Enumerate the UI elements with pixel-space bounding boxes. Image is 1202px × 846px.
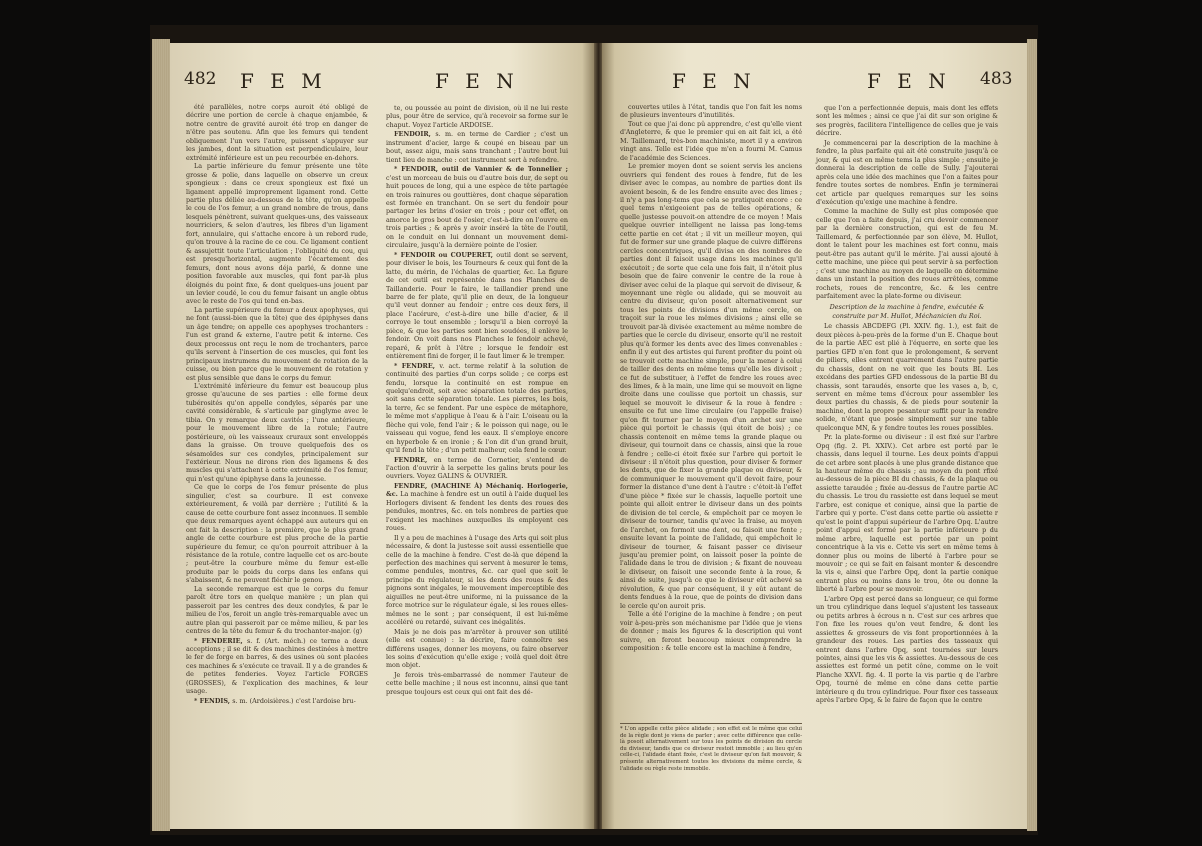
entry-text: Le chassis ABCDEFG (Pl. XXIV. fig. 1.), est fait de deux pièces à-peu-près de la forme d'un E. Chaque bout de la partie AEC est plié à l'équerre, en sorte que les parties GFD n'en font que le prolongement, & servent de piliers, elles entrent quarrément dans l'autre partie du chassis, dont on ne voit que les bouts BI. Les excédans des parties GFD endessous de la partie BI du chassis, sont taraudés, ensorte que les vases a, b, c, servent en même tems d'écroux pour assembler les deux parties du chassis, & de pieds pour soutenir la machine, dont la propre pesanteur suffit pour la rendre solide, n'étant que posée simplement sur une table quelconque MN, & y fendre toutes les roues possibles. xyxy=(816,322,998,432)
paragraph: L'extrémité inférieure du femur est beaucoup plus grosse qu'aucune de ses parties : elle forme deux tubérosités qu'on appelle condyles, séparés par une cavité considérable, & s'articule par ginglyme avec le tibia. On y remarque deux cavités ; l'une antérieure, pour le mouvement libre de la rotule; l'autre postérieure, où les vaisseaux cruraux sont enveloppés dans la graisse. On trouve quelquefois des os sésamoïdes sur ces condyles, principalement sur l'extérieur. Nous ne dirons rien des ligamens & des muscles qui s'attachent à cette extrémité de l'os femur, qui n'est qu'une épiphyse dans la jeunesse. xyxy=(186,381,368,483)
entry-text: que l'on a perfectionnée depuis, mais dont les effets sont les mêmes ; ainsi ce que j'ai dit sur son origine & ses progrès, facilitera l'intelligence de celles que je vais décrire. xyxy=(816,104,998,138)
dictionary-entry xyxy=(386,165,568,250)
running-head-left-2: F E N xyxy=(435,69,519,93)
dictionary-entry xyxy=(386,130,568,164)
right-page xyxy=(602,43,1027,829)
entry-headword: FENDOIR, xyxy=(394,130,436,139)
page-edges-left xyxy=(152,39,170,831)
dictionary-entry xyxy=(386,104,568,129)
page-number-left: 482 xyxy=(184,69,217,89)
paragraph: couvertes utiles à l'état, tandis que l'on fait les noms de plusieurs inventeurs d'inutilités. xyxy=(620,103,802,120)
entry-text: outil dont se servent, pour diviser le bois, les Tourneurs & ceux qui font de la latte, du mérin, de l'échalas de quartier, &c. La figure de cet outil est représentée dans nos Planches de Taillanderie. Pour le faire, le taillandier prend une barre de fer plate, qu'il plie en deux, de la longueur qu'il veut donner au fendoir ; entre ces deux fers, il place l'acérure, c'est-à-dire une bille d'acier, & il corroye le tout ensemble ; lorsqu'il a bien corroyé la pièce, & que les parties sont bien soudées, il enlève le fendoir. On voit dans nos Planches le fendoir achevé, reparé, & prêt à l'être ; lorsque le fendoir est entièrement fini de forger, il le faut limer & le tremper. xyxy=(386,250,569,361)
paragraph xyxy=(816,139,998,207)
entry-text: te, ou poussée au point de division, où il ne lui reste plus, pour être de service, qu'à recevoir sa forme sur le chaput. Voyez l'article ARDOISE. xyxy=(386,104,568,129)
dictionary-entry xyxy=(386,671,568,696)
page-number-right: 483 xyxy=(980,69,1013,89)
running-head-right-1: F E N xyxy=(672,69,756,93)
dictionary-entry xyxy=(386,251,568,361)
entry-headword: * FENDOIR, outil de Vannier & de Tonnelier ; xyxy=(394,165,568,174)
entry-headword: FENDRE, (MACHINE À) Méchaniq. Horlogerie, &c. xyxy=(386,481,568,499)
entry-text: s. m. en terme de Cardier ; c'est un instrument d'acier, large & coupé en biseau par un bout, assez aigu, mais sans tranchant ; l'autre bout lui tient lieu de manche : cet instrument sert à refendre. xyxy=(386,130,569,164)
paragraph: La partie inférieure du femur présente une tête grosse & polie, dans laquelle on observe un creux spongieux : dans ce creux spongieux est fixé un ligament appellé improprement ligament rond. Cette partie plus déliée au-dessous de la tête, qu'on appelle le cou de l'os femur, a un grand nombre de trous, dans lesquels pénètrent, suivant quelques-uns, des vaisseaux nourriciers, & selon d'autres, les fibres d'un ligament fort, annulaire, qui s'attache encore à un rebord rude, qu'on trouve à la racine de ce cou. Ce ligament contient & assujettit toute l'articulation ; l'obliquité du cou, qui est presqu'horizontal, augmente l'écartement des femurs, dont nous avons déja parlé, & donne une position favorable aux muscles, qui font par-là plus éloignés du point fixe, & dont quelques-uns jouent par un levier coudé, le cou du femur faisant un angle obtus avec le reste de l'os qui tend en-bas. xyxy=(186,162,368,306)
dictionary-entry xyxy=(186,637,368,696)
entry-text: c'est un morceau de buis ou d'autre bois dur, de sept ou huit pouces de long, qui a une espèce de tête partagée en trois rainures ou gouttières, dont chaque séparation est formée en tranchant. On se sert du fendoir pour partager les brins d'osier en trois ; pour cet effet, on amorce le gros bout de l'osier, c'est-à-dire on l'ouvre en trois parties ; & après y avoir inséré la tête de l'outil, on le conduit en lui donnant un mouvement demi-circulaire, jusqu'à la dernière pointe de l'osier. xyxy=(386,173,568,250)
dictionary-entry xyxy=(386,456,568,481)
paragraph xyxy=(816,104,998,138)
entry-text: Pr. la plate-forme ou diviseur : il est fixé sur l'arbre Opq (fig. 2. Pl. XXIV.). Cet arbre est porté par le chassis, dans lequel il tourne. Les deux points d'appui de cet arbre sont placés à une plus grande distance que la hauteur même du chassis ; au moyen du pont rfixé au-dessous de la pièce BI du chassis, & de la plaque ou assiette taraudée ; fixée au-dessus de l'autre partie AC du chassis. Le trou du rassiette est dans lequel se meut l'arbre, est conique et conique, ainsi que la partie de l'arbre qui y porte. C'est dans cette partie où assiette r qu'est le point d'appui supérieur de l'arbre Opq. L'autre point d'appui est formé par la partie inférieure p du même arbre, laquelle est portée par un point concentrique à la vis e. Cette vis sert en même tems à donner plus ou moins de liberté à l'arbre pour se mouvoir ; ce qui se fait en faisant monter & descendre la vis e, ainsi que l'arbre Opq, dont la partie conique entrant plus ou moins dans le trou, ôte ou donne la liberté à l'arbre pour se mouvoir. xyxy=(816,433,998,594)
paragraph: La seconde remarque est que le corps du femur paroît être tors en quelque manière ; un plan qui passeroit par les centres des deux condyles, & par le milieu de l'os, feroit un angle très-remarquable avec un autre plan qui passeroit par ce même milieu, & par les centres de la tête du femur & du trochanter-major. (g) xyxy=(186,584,368,636)
entry-headword: * FENDIS, xyxy=(194,696,233,705)
entry-headword: * FENDOIR ou COUPERET, xyxy=(394,250,497,259)
paragraph xyxy=(816,595,998,705)
paragraph xyxy=(816,207,998,300)
paragraph: Telle a été l'origine de la machine à fendre ; on peut voir à-peu-près son méchanisme par l'idée que je viens de donner ; mais les figures & la description qui vont suivre, en feront beaucoup mieux comprendre la composition : & telle encore est la machine à fendre, xyxy=(620,610,802,652)
paragraph: Ce que le corps de l'os femur présente de plus singulier, c'est sa courbure. Il est convexe extérieurement, & voilà par derrière ; l'utilité & la cause de cette courbure font assez inconnues. Il semble que deux remarques ayent échappé aux auteurs qui en ont fait la description : la première, que le plus grand angle de cette courbure est plus proche de la partie supérieure du femur, ce qu'on pourroit attribuer à la résistance de la rotule, contre laquelle cet os arc-boute ; peut-être la courbure même du femur est-elle produite par le poids du corps dans les enfans qui s'abaissent, & ne peuvent fléchir le genou. xyxy=(186,483,368,585)
paragraph: La partie supérieure du femur a deux apophyses, qui ne font (aussi-bien que la tête) que des épiphyses dans un âge tendre; on appelle ces apophyses trochanters : l'un est grand & externe, l'autre petit & interne. Ces deux processus ont reçu le nom de trochanters, parce qu'ils servent à l'insertion de ces muscles, qui font les principaux instrumens du mouvement de rotation de la cuisse, ou bien parce que le mouvement de rotation y est plus sensible que dans le corps du femur. xyxy=(186,305,368,382)
page-edges-right xyxy=(1027,39,1037,831)
paragraph: Le premier moyen dont se soient servis les anciens ouvriers qui fendent des roues à fendre, fut de les diviser avec le compas, au nombre de parties dont ils avoient besoin, & de les fendre ensuite avec des limes ; il n'y a pas long-tems que cela se pratiquoit encore : ce quel tems n'exigeoient pas de telles opérations, & quelle justesse pouvoit-on attendre de ce moyen ! Mais quelque ouvrier intelligent ne laissa pas long-tems cette partie en cet état ; il vit un meilleur moyen, qui fut de former sur une grande plaque de cuivre différens cercles concentriques, qu'il divisa en des nombres de parties dont il faisoit usage dans les machines qu'il exécutoit ; de sorte que cela une fois fait, il n'étoit plus besoin que de faire convenir le centre de la roue à diviser avec celui de la plaque qui servoit de diviseur, & moyennant une règle ou alidade, qui se mouvoit au centre du diviseur, qu'on posoit alternativement sur tous les points de divisions d'un même cercle, on traçoit sur la roue les mêmes divisions ; ainsi elle se trouvoit par-là divisée exactement au même nombre de parties que le cercle du diviseur, ensorte qu'il ne restoit plus qu'à former les dents avec des limes convenables : enfin il y eut des artistes qui furent profiter du point où se trouvoit cette machine simple, pour la mener à celui de tailler des dents en même tems qu'elle les divisoit ; ce fut de substituer, à l'effet de fendre les roues avec des limes, & à la main, une lime qui se mouvoit en ligne droite dans une coulisse que portoit un chassis, sur lequel se mouvoit le diviseur & la roue à fendre : ensuite ce fut une lime circulaire (ou l'appelle fraise) qu'on fit tourner par le moyen d'un archet sur une pièce qui portoit le chassis (qui étoit de bois) ; ce chassis contenoit en même tems la grande plaque ou diviseur, qui tournoit dans ce chassis, ainsi que la roue à fendre ; celle-ci étoit fixée sur l'arbre qui portoit le diviseur : il n'étoit plus question, pour diviser & former les dents, que de fixer la grande plaque ou diviseur, & de communiquer le mouvement qu'il devoit faire, pour former la distance d'une dent à l'autre : c'étoit-là l'effet d'une pièce * fixée sur le chassis, laquelle portoit une pointe qui alloit entrer le diviseur dans un des points de division de tel cercle, & empêchoit par ce moyen le diviseur de tourner, tandis qu'avec la fraise, au moyen de l'archet, on formoit une dent, ou faisoit une fente ; ensuite levant la pointe de l'alidade, qui empêchoit le diviseur de tourner, & faisant passer ce diviseur jusqu'au premier point, on laissoit poser la pointe de l'alidade dans le trou de division ; & fixant de nouveau le diviseur, on faisoit une seconde fente à la roue, & ainsi de suite, jusqu'à ce que le diviseur eût achevé sa révolution, & que par conséquent, il y eût autant de dents fendues à la roue, que de points de division dans le cercle qu'on auroit pris. xyxy=(620,162,802,610)
entry-text: Description de la machine à fendre, exécutée & construite par M. Hullot, Méchanicien du Roi. xyxy=(829,303,985,320)
dictionary-entry xyxy=(386,534,568,627)
running-head-left-1: F E M xyxy=(240,69,327,93)
entry-text: v. act. terme relatif à la solution de continuité des parties d'un corps solide ; ce corps est fendu, lorsque la continuité en est rompue en quelqu'endroit, soit avec séparation totale des parties, soit sans cette séparation totale. Les pierres, les bois, la terre, &c se fendent. Par une espèce de métaphore, le même mot s'applique à l'eau & à l'air. L'oiseau ou la flèche qui vole, fend l'air ; & le poisson qui nage, ou le vaisseau qui vogue, fend les eaux. Il s'employe encore en hyperbole & en ironie ; & l'on dit d'un grand bruit, qu'il fend la tête ; d'un petit malheur, cela fend le cœur. xyxy=(386,361,569,455)
dictionary-entry xyxy=(386,482,568,533)
dictionary-entry xyxy=(386,362,568,455)
entry-text: La machine à fendre est un outil à l'aide duquel les Horlogers divisent & fendent les dents des roues des pendules, montres, &c. en tels nombres de parties que l'exigent les machines auxquelles ils employent ces roues. xyxy=(386,490,568,533)
paragraph: Tout ce que j'ai donc pû apprendre, c'est qu'elle vient d'Angleterre, & que le premier qui en ait fait ici, a été M. Taillemard, très-bon machiniste, mort il y a environ vingt ans. Telle est l'idée que m'en a fourni M. Camus de l'académie des Sciences. xyxy=(620,119,802,162)
open-book xyxy=(150,25,1038,835)
entry-text: Il y a peu de machines à l'usage des Arts qui soit plus nécessaire, & dont la justesse soit aussi essentielle que celle de la machine à fendre. C'est de-là que dépend la perfection des machines qui servent à mesurer le tems, comme pendules, montres, &c. car quel que soit le principe du régulateur, si les dents des roues & des pignons sont inégales, le mouvement imperceptible des aiguilles ne peut-être uniforme, ni la puissance de la force motrice sur le régulateur égale, si les roues elles-mêmes ne le sont ; par conséquent, il est lui-même accéléré ou retardé, suivant ces inégalités. xyxy=(386,533,568,627)
entry-headword: FENDRE, xyxy=(394,455,434,464)
paragraph: été parallèles, notre corps auroit été obligé de décrire une portion de cercle à chaque enjambée, & notre centre de gravité auroit été trop en danger de n'être pas soutenu. Afin que les femurs qui tendent obliquement l'un vers l'autre, puissent s'appuyer sur les jambes, dont la situation est perpendiculaire, leur extrémité inférieure est un peu recourbée en-dehors. xyxy=(186,103,368,162)
footnote: * L'on appelle cette pièce alidade ; son effet est le même que celui de la règle dont je viens de parler ; avec cette différence que celle-là posoit alternativement sur tous les points de division du cercle du diviseur, tandis que ce diviseur restoit immobile ; au lieu qu'en celle-ci, l'alidade étant fixée, c'est le diviseur qu'on fait mouvoir, & présente alternativement toutes les divisions du même cercle, & l'alidade ou règle reste immobile. xyxy=(620,723,802,772)
entry-text: L'arbre Opq est percé dans sa longueur, ce qui forme un trou cylindrique dans lequel s'ajustent les tasseaux ou petits arbres à écrous n n. C'est sur ces arbres que l'on fixe les roues qu'on veut fendre, & dont les assiettes & grosseurs de vis font proportionnées à la grandeur des roues. Les parties des tasseaux qui entrent dans l'arbre Opq, sont tournées sur leurs pointes, ainsi que les vis & assiettes. Au-dessous de ces assiettes est formé un petit cône, comme on le voit Planche XXVI. fig. 4. Il porte la vis partie q de l'arbre Opq, tourné de même en cône dans cette partie intérieure q du trou cylindrique. Pour fixer ces tasseaux après l'arbre Opq, & le faire de façon que le centre xyxy=(816,594,998,705)
entry-text: s. f. (Art. méch.) ce terme a deux acceptions ; il se dit & des machines destinées à mettre le fer de forge en barres, & des usines où sont placées ces machines & s'exécute ce travail. Il y a de grandes & de petites fenderies. Voyez l'article FORGES (GROSSES), & l'explication des machines, & leur usage. xyxy=(186,636,368,696)
paragraph xyxy=(816,433,998,594)
paragraph xyxy=(816,303,998,320)
dictionary-entry xyxy=(186,697,368,705)
left-column-1 xyxy=(186,103,368,705)
entry-headword: * FENDERIE, xyxy=(194,636,247,645)
right-column-1 xyxy=(620,103,802,652)
entry-headword: * FENDRE, xyxy=(394,361,440,370)
entry-text: Je ferois très-embarrassé de nommer l'auteur de cette belle machine ; il nous est inconnu, ainsi que tant presque toujours est ceux qui ont fait des dé- xyxy=(386,670,568,696)
entry-text: Comme la machine de Sully est plus composée que celle que l'on a faite depuis, j'ai cru devoir commencer par la dernière construction, qui est de feu M. Taillemard, & perfectionnée par son élève, M. Hullot, dont le talent pour les machines est fort connu, mais peut-être pas autant qu'il le mérite. J'ai aussi ajouté à cette machine, une pièce qui peut servir à sa perfection ; c'est une machine au moyen de laquelle on détermine dans un instant la position des roues arrêtées, comme rochets, roues de rencontre, &c. & les centre parfaitement avec la plate-forme ou diviseur. xyxy=(816,207,998,300)
entry-text: Mais je ne dois pas m'arrêter à prouver son utilité (elle est connue) : la décrire, faire connoître ses différens usages, donner les moyens, ou faire observer les soins d'exécution qu'elle exige ; voilà quel doit être mon objet. xyxy=(386,627,568,670)
entry-text: Je commencerai par la description de la machine à fendre, la plus parfaite qui ait été construite jusqu'à ce jour, & qui est en même tems la plus simple ; ensuite je donnerai la description de celle de Sully. J'ajouterai après cela une idée des machines que l'on a faites pour fendre toutes sortes de nombres. Enfin je terminerai cet article par quelques remarques sur les soins d'exécution qu'exige une machine à fendre. xyxy=(816,138,998,206)
right-column-2 xyxy=(816,103,998,705)
entry-text: s. m. (Ardoisières.) c'est l'ardoise bru- xyxy=(232,696,356,705)
running-head-right-2: F E N xyxy=(867,69,951,93)
left-page xyxy=(170,43,595,829)
entry-text: en terme de Cornetier, s'entend de l'action d'ouvrir à la serpette les galins bruts pour les ouvriers. Voyez GALINS & OUVRIER. xyxy=(386,455,568,481)
dictionary-entry xyxy=(386,628,568,670)
paragraph xyxy=(816,322,998,432)
left-column-2 xyxy=(386,103,568,696)
